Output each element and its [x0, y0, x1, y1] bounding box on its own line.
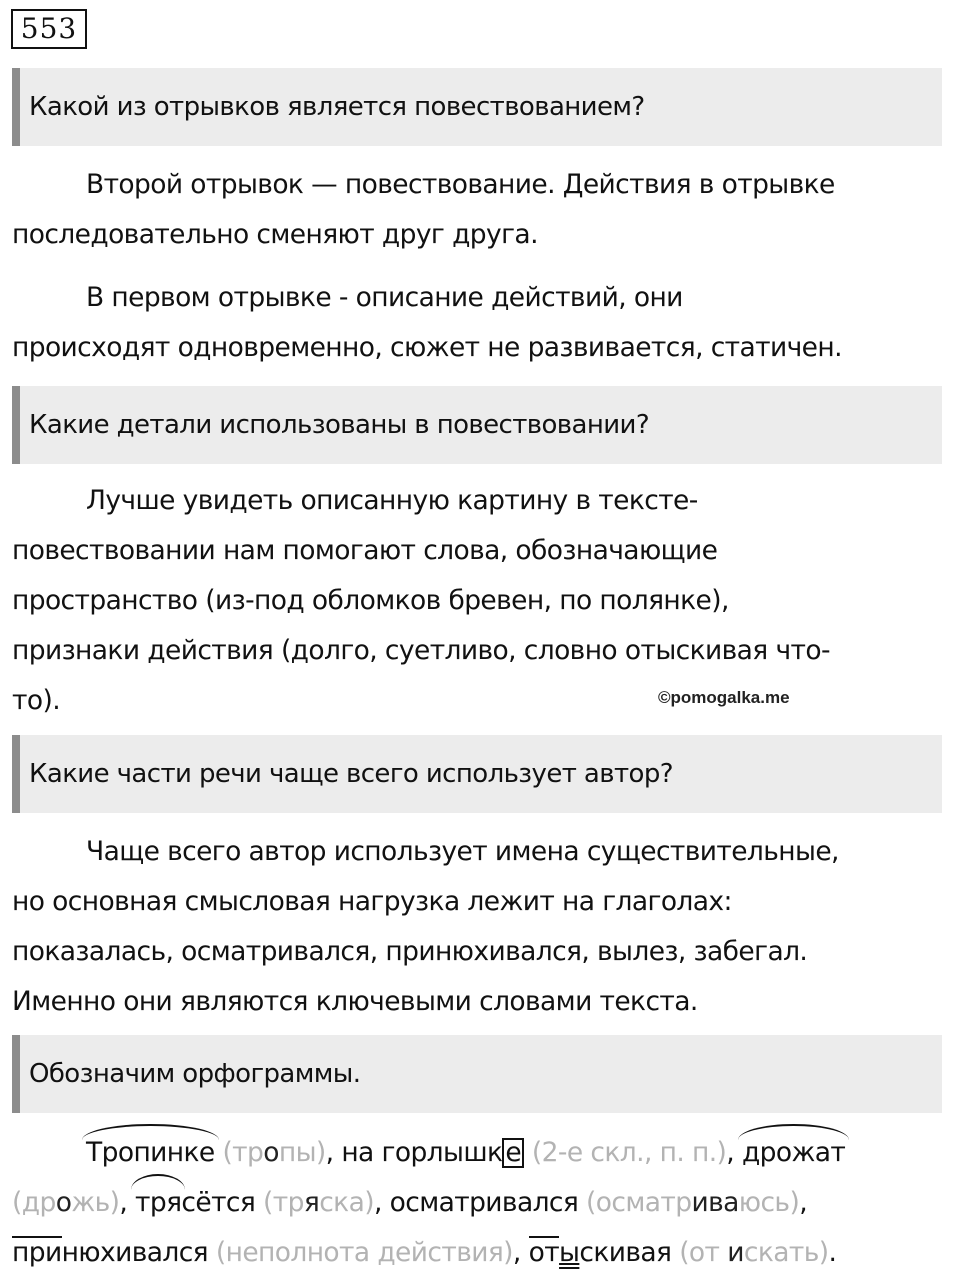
word-tropinke: Тропинке: [86, 1128, 215, 1178]
text-line: последовательно сменяют друг друга.: [12, 219, 538, 250]
orthogram-line-3: принюхивался (неполнота действия), отыскивая (от искать).: [12, 1228, 950, 1278]
task-number: 553: [11, 9, 87, 49]
text-line: Именно они являются ключевыми словами текста.: [12, 986, 698, 1017]
text-line: Второй отрывок — повествование. Действия в отрывке: [86, 169, 835, 200]
hint-osmatrivayus: (осматриваюсь): [578, 1187, 800, 1218]
prefix-ot: от: [529, 1228, 559, 1278]
hint-drozh: (дрожь): [12, 1187, 120, 1218]
answer-3-paragraph-1: [12, 827, 950, 1027]
answer-2-paragraph-1: [12, 476, 950, 726]
orthogram-line-1: Тропинке (тропы), на горлышк е (2-е скл., п. п.), дрожат: [12, 1128, 950, 1178]
hint-tryaska: (тряска): [255, 1187, 374, 1218]
hint-ot-iskat: (от искать): [671, 1237, 829, 1268]
question-4: Обозначим орфограммы.: [12, 1035, 942, 1113]
text-line: повествовании нам помогают слова, обозначающие: [12, 535, 718, 566]
question-2: Какие детали использованы в повествовании?: [12, 386, 942, 464]
text-line: пространство (из-под обломков бревен, по полянке),: [12, 585, 729, 616]
answer-1-paragraph-2: [12, 273, 950, 373]
text-line: но основная смысловая нагрузка лежит на глаголах:: [12, 886, 732, 917]
text-line: показалась, осматривался, принюхивался, вылез, забегал.: [12, 936, 808, 967]
text-line: В первом отрывке - описание действий, они: [86, 282, 683, 313]
question-3: Какие части речи чаще всего использует автор?: [12, 735, 942, 813]
text-line: то).: [12, 685, 61, 716]
letter-y: ы: [559, 1237, 580, 1268]
watermark: ©pomogalka.me: [658, 688, 790, 707]
orthogram-line-2: (дрожь), трясётся (тряска), осматривался (осматриваюсь),: [12, 1178, 950, 1228]
hint-tropy: (тропы): [214, 1137, 326, 1168]
text-line: происходят одновременно, сюжет не развивается, статичен.: [12, 332, 842, 363]
text-line: Чаще всего автор использует имена существительные,: [86, 836, 839, 867]
hint-nepolnota: (неполнота действия): [208, 1237, 513, 1268]
text-line: признаки действия (долго, суетливо, словно отыскивая что-: [12, 635, 830, 666]
orthograms-block: [12, 1128, 950, 1278]
question-1: Какой из отрывков является повествованием?: [12, 68, 942, 146]
prefix-pri: при: [12, 1228, 62, 1278]
answer-1-paragraph-1: [12, 160, 950, 260]
word-drozhat: дрожат: [742, 1128, 845, 1178]
word-tryasyotsya: тря: [135, 1178, 181, 1228]
hint-declension: (2-е скл., п. п.): [524, 1137, 727, 1168]
text-line: Лучше увидеть описанную картину в тексте-: [86, 485, 698, 516]
ending-box: е: [502, 1138, 524, 1168]
